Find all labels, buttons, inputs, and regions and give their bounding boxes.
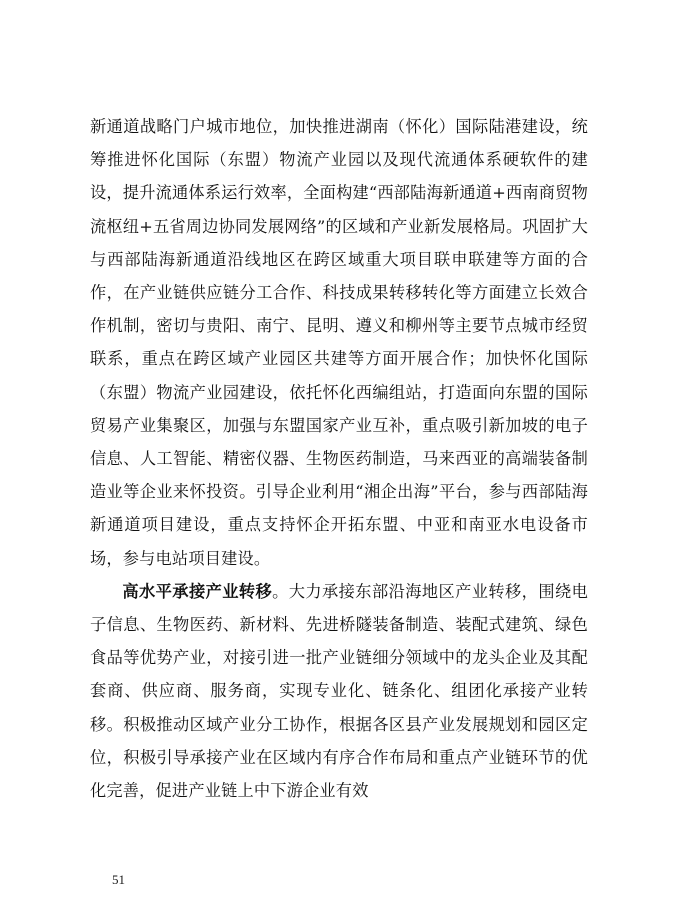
paragraph-2-text: 。大力承接东部沿海地区产业转移，围绕电子信息、生物医药、新材料、先进桥隧装备制造、装配式建筑、绿色食品等优势产业，对接引进一批产业链细分领域中的龙头企业及其配套商、供应商、服务商，实现专业化、链条化、组团化承接产业转移。积极推动区域产业分工协作，根据各区县产业发展规划和园区定位，积极引导承接产业在区域内有序合作布局和重点产业链环节的优化完善，促进产业链上中下游企业有效	[90, 581, 588, 801]
paragraph-2	[90, 575, 588, 807]
page-body	[90, 110, 588, 807]
paragraph-1	[90, 110, 588, 575]
paragraph-2-lead: 高水平承接产业转移	[122, 581, 273, 601]
paragraph-1-text: 新通道战略门户城市地位，加快推进湖南（怀化）国际陆港建设，统筹推进怀化国际（东盟）物流产业园以及现代流通体系硬软件的建设，提升流通体系运行效率，全面构建“西部陆海新通道+西南商贸物流枢纽+五省周边协同发展网络”的区域和产业新发展格局。巩固扩大与西部陆海新通道沿线地区在跨区域重大项目联申联建等方面的合作，在产业链供应链分工合作、科技成果转移转化等方面建立长效合作机制，密切与贵阳、南宁、昆明、遵义和柳州等主要节点城市经贸联系，重点在跨区域产业园区共建等方面开展合作；加快怀化国际（东盟）物流产业园建设，依托怀化西编组站，打造面向东盟的国际贸易产业集聚区，加强与东盟国家产业互补，重点吸引新加坡的电子信息、人工智能、精密仪器、生物医药制造，马来西亚的高端装备制造业等企业来怀投资。引导企业利用“湘企出海”平台，参与西部陆海新通道项目建设，重点支持怀企开拓东盟、中亚和南亚水电设备市场，参与电站项目建设。	[90, 117, 588, 568]
page-number: 51	[112, 872, 125, 887]
